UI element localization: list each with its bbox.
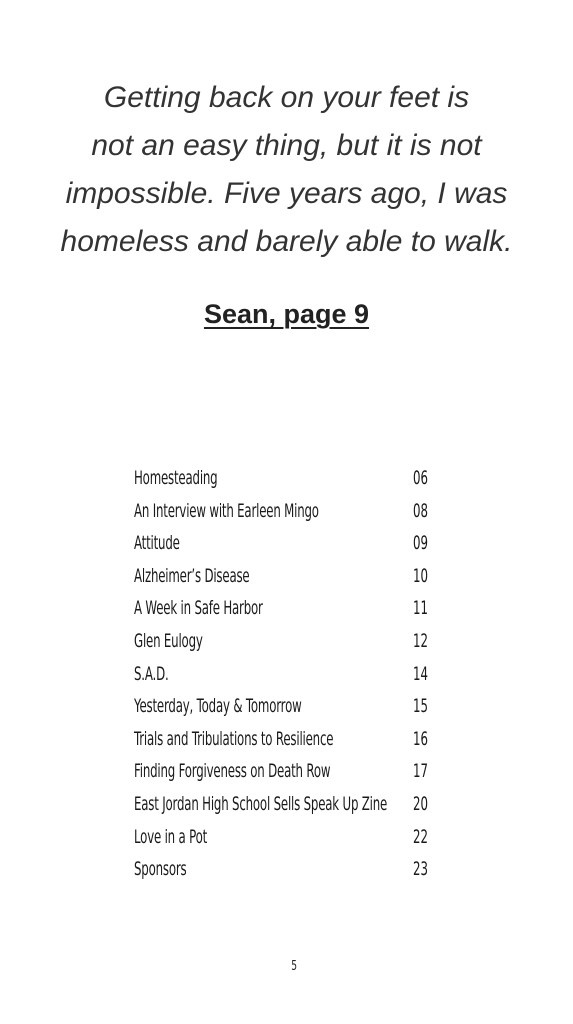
pull-quote-line: impossible. Five years ago, I was — [65, 177, 508, 210]
toc-entry-title: Attitude — [134, 532, 180, 555]
toc-entry-page: 08 — [413, 499, 428, 522]
pull-quote — [0, 74, 573, 266]
toc-entry-title: Yesterday, Today & Tomorrow — [134, 695, 302, 718]
toc-entry[interactable] — [134, 690, 434, 723]
toc-entry-title: Trials and Tribulations to Resilience — [134, 727, 334, 750]
toc-entry-title: An Interview with Earleen Mingo — [134, 499, 319, 522]
toc-entry-title: East Jordan High School Sells Speak Up Zine — [134, 792, 388, 815]
toc-entry-page: 14 — [413, 662, 428, 685]
toc-entry-page: 16 — [413, 727, 428, 750]
toc-entry[interactable] — [134, 788, 434, 821]
toc-entry-page: 20 — [413, 792, 428, 815]
toc-entry[interactable] — [134, 821, 434, 854]
toc-entry-page: 06 — [413, 467, 428, 489]
toc-entry[interactable] — [134, 853, 434, 886]
toc-entry-page: 12 — [413, 629, 428, 652]
toc-entry[interactable] — [134, 658, 434, 691]
pull-quote-line: not an easy thing, but it is not — [91, 129, 482, 162]
toc-entry-page: 10 — [413, 564, 428, 587]
toc-entry[interactable] — [134, 723, 434, 756]
toc-entry-page: 17 — [413, 760, 428, 783]
toc-entry-title: Sponsors — [134, 858, 187, 881]
page-number-value: 5 — [291, 959, 298, 974]
pull-quote-line: Getting back on your feet is — [103, 81, 470, 114]
quote-attribution-link[interactable]: Sean, page 9 — [203, 299, 370, 329]
toc-entry-title: A Week in Safe Harbor — [134, 597, 263, 620]
toc-entry-title: Homesteading — [134, 467, 218, 489]
toc-entry-title: Glen Eulogy — [134, 629, 203, 652]
toc-entry-page: 15 — [413, 695, 428, 718]
toc-entry-page: 11 — [413, 597, 428, 620]
toc-entry-page: 23 — [413, 858, 428, 881]
page-number — [0, 956, 573, 978]
toc-entry-title: Alzheimer’s Disease — [134, 564, 250, 587]
toc-entry-page: 09 — [413, 532, 428, 555]
toc-entry-title: Finding Forgiveness on Death Row — [134, 760, 331, 783]
toc-entry-page: 22 — [413, 825, 428, 848]
toc-entry[interactable] — [134, 560, 434, 593]
toc-entry[interactable] — [134, 755, 434, 788]
pull-quote-line: homeless and barely able to walk. — [60, 225, 513, 258]
toc-entry[interactable] — [134, 495, 434, 528]
toc-entry-title: Love in a Pot — [134, 825, 208, 848]
toc-entry[interactable] — [134, 625, 434, 658]
toc-entry[interactable] — [134, 527, 434, 560]
toc-entry-title: S.A.D. — [134, 662, 169, 685]
toc-entry[interactable] — [134, 462, 434, 495]
table-of-contents — [134, 462, 434, 886]
toc-entry[interactable] — [134, 592, 434, 625]
